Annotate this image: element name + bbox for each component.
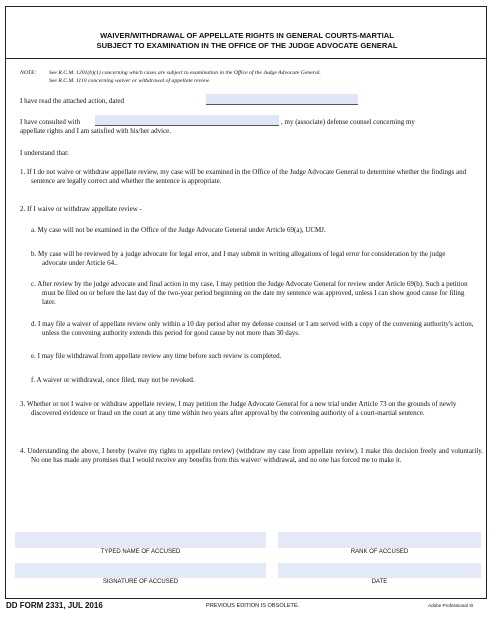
consulted-line-2: appellate rights and I am satisfied with his/her advice. xyxy=(20,127,172,135)
signature-label: SIGNATURE OF ACCUSED xyxy=(102,579,179,585)
defense-counsel-field[interactable] xyxy=(95,115,279,126)
rank-field[interactable] xyxy=(278,532,481,548)
date-field[interactable] xyxy=(278,563,481,578)
typed-name-label: TYPED NAME OF ACCUSED xyxy=(100,549,181,555)
read-action-label: I have read the attached action, dated xyxy=(20,97,124,105)
date-label: DATE xyxy=(371,579,388,585)
edition-note: PREVIOUS EDITION IS OBSOLETE. xyxy=(206,603,300,609)
form-title-line-2: SUBJECT TO EXAMINATION IN THE OFFICE OF THE JUDGE ADVOCATE GENERAL xyxy=(96,41,398,50)
note-label: NOTE: xyxy=(20,70,37,76)
form-title-line-1: WAIVER/WITHDRAWAL OF APPELLATE RIGHTS IN GENERAL COURTS-MARTIAL xyxy=(100,31,394,40)
note-line-1: See R.C.M. 1201(b)(1) concerning which cases are subject to examination in the Office of the Judge Advocate General. xyxy=(49,70,321,76)
item-2d: d. I may file a waiver of appellate review only within a 10 day period after my defense counsel or I am served with a copy of the convening authority's action, unless the convening authority extends this period for good cause by not more than 30 days. xyxy=(31,320,474,337)
note-line-2: See R.C.M. 1110 concerning waiver or withdrawal of appellate review. xyxy=(49,78,211,84)
item-2f: f. A waiver or withdrawal, once filed, may not be revoked. xyxy=(31,376,195,384)
item-2a: a. My case will not be examined in the Office of the Judge Advocate General under Article 69(a), UCMJ. xyxy=(31,226,326,234)
consulted-suffix: , my (associate) defense counsel concerning my xyxy=(281,118,415,126)
title-divider xyxy=(6,58,486,59)
signature-field[interactable] xyxy=(15,563,266,578)
understand-heading: I understand that: xyxy=(20,149,69,157)
item-1: 1. If I do not waive or withdraw appellate review, my case will be examined in the Office of the Judge Advocate General to determine whether the findings and sentence are legally correct and whether the sentence is appropriate. xyxy=(20,168,467,185)
item-2c: c. After review by the judge advocate and final action in my case, I may petition the Judge Advocate General for review under Article 69(b). Such a petition must be filed on or before the last day of the two-year period beginning on the date my sentence was approved, unless I can show good cause for filing later. xyxy=(31,280,468,306)
item-2: 2. If I waive or withdraw appellate review - xyxy=(20,205,142,213)
typed-name-field[interactable] xyxy=(15,532,266,548)
action-date-field[interactable] xyxy=(206,94,358,105)
rank-label: RANK OF ACCUSED xyxy=(350,549,409,555)
item-2e: e. I may file withdrawal from appellate review any time before such review is completed. xyxy=(31,352,282,360)
item-4: 4. Understanding the above, I hereby (waive my rights to appellate review) (withdraw my case from appellate review). I make this decision freely and voluntarily. No one has made any promises that I would receive any benefits from this waiver/ withdrawal, and no one has forced me to make it. xyxy=(20,447,483,464)
item-2b: b. My case will be reviewed by a judge advocate for legal error, and I may submit in writing allegations of legal error for consideration by the judge advocate under Article 64.. xyxy=(31,250,446,267)
software-note: Adobe Professional XI xyxy=(428,603,474,608)
form-number: DD FORM 2331, JUL 2016 xyxy=(6,601,103,610)
item-3: 3. Whether or not I waive or withdraw appellate review, I may petition the Judge Advocate General for a new trial under Article 73 on the grounds of newly discovered evidence or fraud on the court at any time within two years after approval by the convening authority of a court-martial sentence. xyxy=(20,400,457,417)
consulted-label: I have consulted with xyxy=(20,118,81,126)
